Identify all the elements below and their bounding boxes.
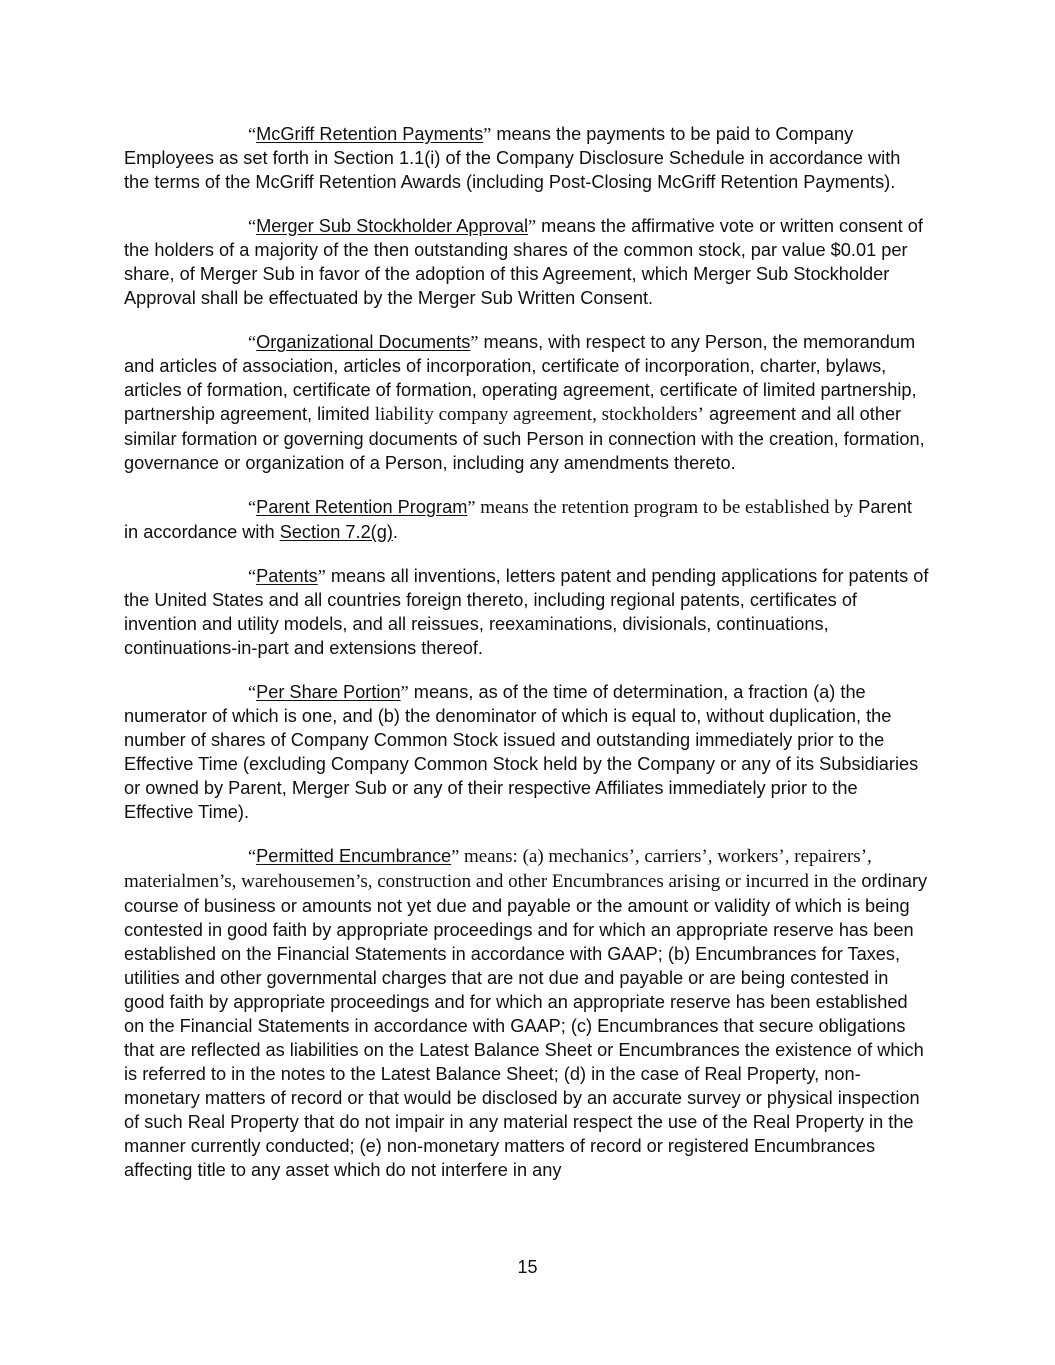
definition-text-serif: liability company agreement, stockholders’ xyxy=(374,404,704,425)
close-quote: ” xyxy=(483,124,492,144)
close-quote: ” xyxy=(467,497,476,517)
defined-term: Organizational Documents xyxy=(256,332,471,352)
definition-text: means, with respect to any Person, the memorandum and articles of association, articles of incorporation, certificate of incorporation, charter, bylaws, articles of formation, certificate of formation, operating agreement, certificate of limited partnership, partnership agreement, limited xyxy=(124,332,917,424)
definition-permitted-encumbrance xyxy=(124,844,930,1182)
definition-text: means the payments to be paid to Company Employees as set forth in Section 1.1(i) of the Company Disclosure Schedule in accordance with the terms of the McGriff Retention Awards (including Post-Closing McGriff Retention Payments). xyxy=(124,124,901,192)
definition-per-share-portion xyxy=(124,680,930,824)
defined-term: Merger Sub Stockholder Approval xyxy=(256,216,529,236)
close-quote: ” xyxy=(317,566,326,586)
close-quote: ” xyxy=(528,216,537,236)
definition-text: agreement and all other similar formation or governing documents of such Person in connection with the creation, formation, governance or organization of a Person, including any amendments thereto. xyxy=(124,404,925,473)
defined-term: McGriff Retention Payments xyxy=(256,124,484,144)
definition-parent-retention-program xyxy=(124,495,930,544)
open-quote: “ xyxy=(248,682,257,702)
section-reference: Section 7.2(g) xyxy=(279,522,393,542)
definition-text: means, as of the time of determination, a fraction (a) the numerator of which is one, and (b) the denominator of which is equal to, without duplication, the number of shares of Company Common Stock issued and outstanding immediately prior to the Effective Time (excluding Company Common Stock held by the Company or any of its Subsidiaries or owned by Parent, Merger Sub or any of their respective Affiliates immediately prior to the Effective Time). xyxy=(124,682,919,822)
definition-text: means the affirmative vote or written consent of the holders of a majority of the then outstanding shares of the common stock, par value $0.01 per share, of Merger Sub in favor of the adoption of this Agreement, which Merger Sub Stockholder Approval shall be effectuated by the Merger Sub Written Consent. xyxy=(124,216,923,308)
document-body xyxy=(124,122,930,1202)
open-quote: “ xyxy=(248,497,257,517)
open-quote: “ xyxy=(248,216,257,236)
definition-text: . xyxy=(392,522,398,542)
defined-term: Patents xyxy=(256,566,318,586)
definition-merger-sub-stockholder-approval xyxy=(124,214,930,310)
defined-term: Parent Retention Program xyxy=(256,497,468,517)
definition-text-serif: means the retention program to be established by xyxy=(475,497,854,518)
open-quote: “ xyxy=(248,332,257,352)
open-quote: “ xyxy=(248,846,257,866)
definition-text-serif: means: (a) mechanics’, carriers’, workers’, repairers’, materialmen’s, warehousemen’s, construction and other Encumbrances arising or incurred in the xyxy=(124,846,872,892)
close-quote: ” xyxy=(451,846,460,866)
defined-term: Per Share Portion xyxy=(256,682,401,702)
definition-mcgriff-retention-payments xyxy=(124,122,930,194)
definition-text: ordinary course of business or amounts not yet due and payable or the amount or validity of which is being contested in good faith by appropriate proceedings and for which an appropriate reserve has been established on the Financial Statements in accordance with GAAP; (b) Encumbrances for Taxes, utilities and other governmental charges that are not due and payable or are being contested in good faith by appropriate proceedings and for which an appropriate reserve has been established on the Financial Statements in accordance with GAAP; (c) Encumbrances that secure obligations that are reflected as liabilities on the Latest Balance Sheet or Encumbrances the existence of which is referred to in the notes to the Latest Balance Sheet; (d) in the case of Real Property, non-monetary matters of record or that would be disclosed by an accurate survey or physical inspection of such Real Property that do not impair in any material respect the use of the Real Property in the manner currently conducted; (e) non-monetary matters of record or registered Encumbrances affecting title to any asset which do not interfere in any xyxy=(124,871,928,1180)
close-quote: ” xyxy=(400,682,409,702)
definition-text: Parent in accordance with xyxy=(124,497,912,542)
open-quote: “ xyxy=(248,124,257,144)
open-quote: “ xyxy=(248,566,257,586)
definition-patents xyxy=(124,564,930,660)
definition-organizational-documents xyxy=(124,330,930,475)
definition-text: means all inventions, letters patent and pending applications for patents of the United States and all countries foreign thereto, including regional patents, certificates of invention and utility models, and all reissues, reexaminations, divisionals, continuations, continuations-in-part and extensions thereof. xyxy=(124,566,929,658)
defined-term: Permitted Encumbrance xyxy=(256,846,452,866)
page-number: 15 xyxy=(517,1257,538,1277)
close-quote: ” xyxy=(470,332,479,352)
